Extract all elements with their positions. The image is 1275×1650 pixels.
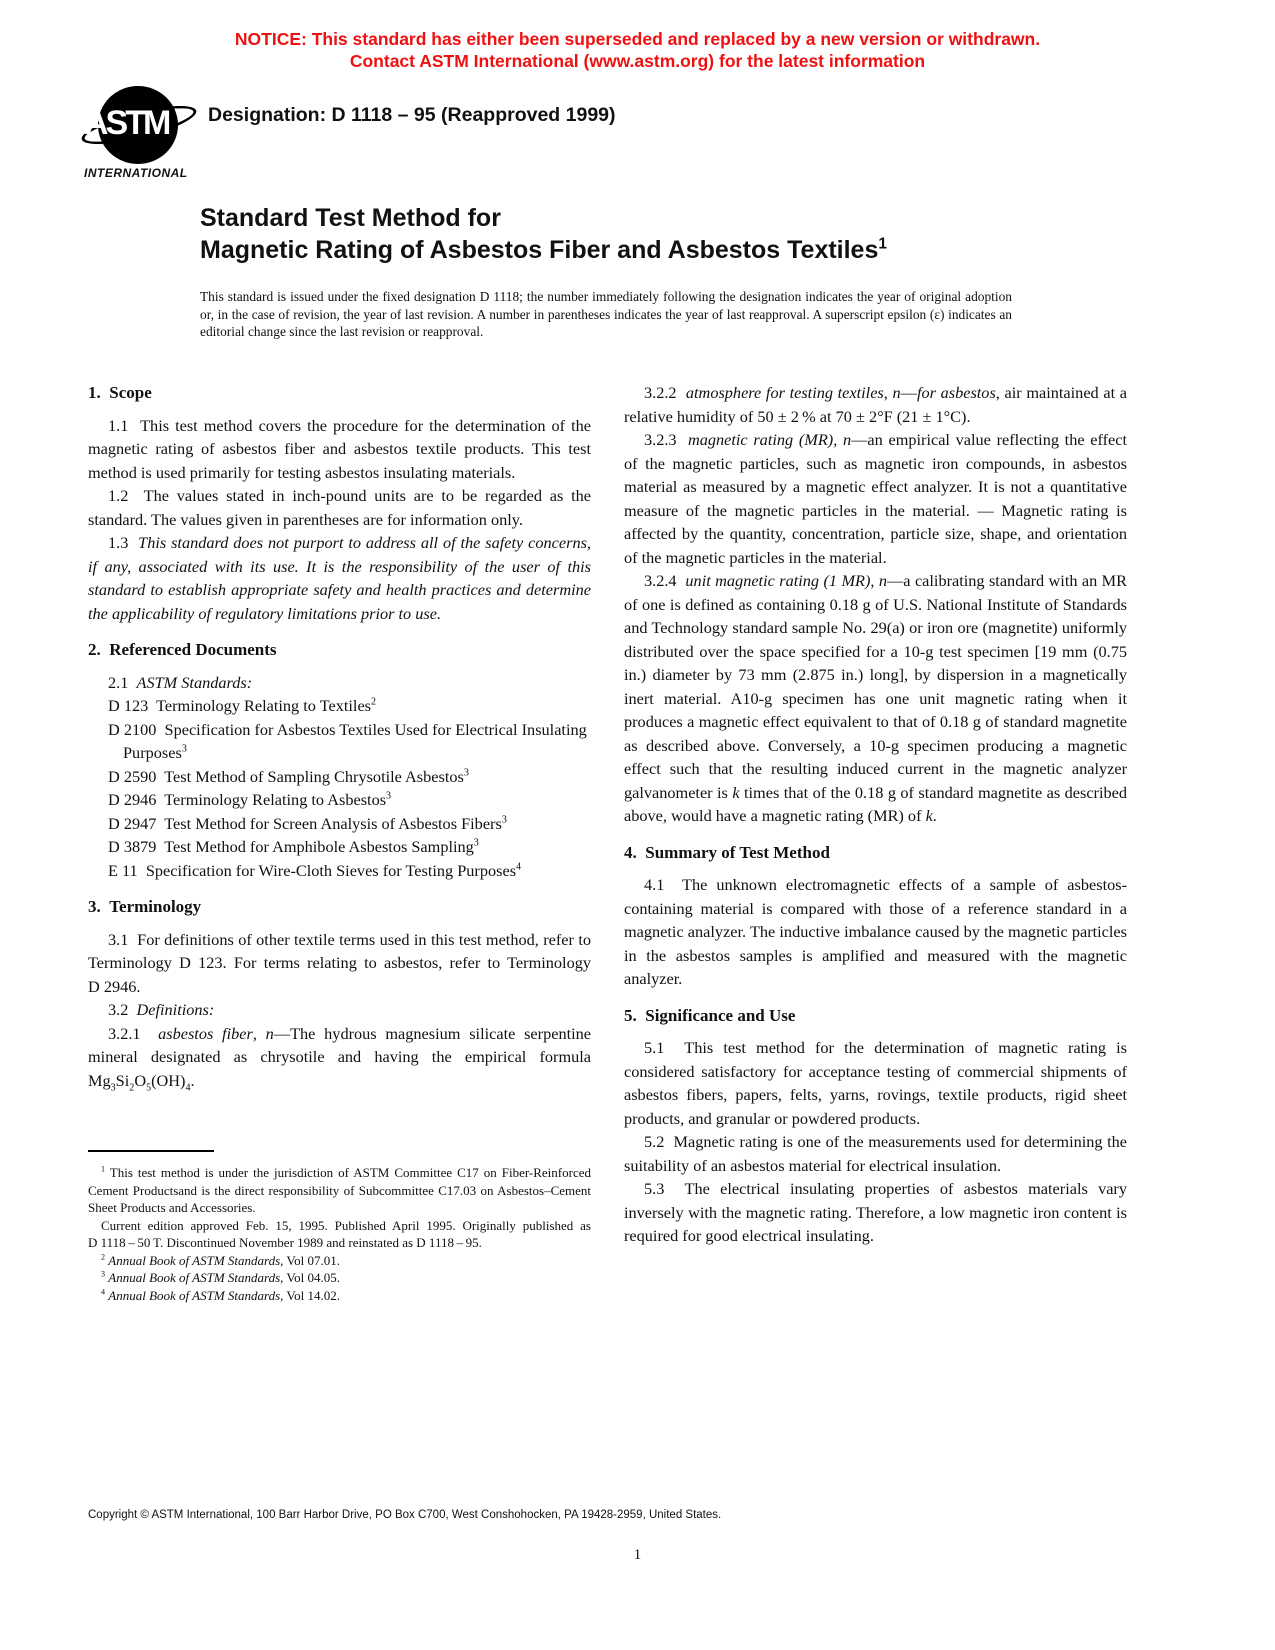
paragraph-3-2: 3.2 Definitions: (108, 1000, 215, 1019)
withdrawal-notice-line1: NOTICE: This standard has either been superseded and replaced by a new version or withdrawn. (234, 29, 1041, 49)
document-title-line2 (200, 234, 1100, 266)
issuance-paragraph: This standard is issued under the fixed designation D 1118; the number immediately following the designation indicates the year of original adoption or, in the case of revision, the year of last revision. A number in parentheses indicates the year of last reapproval. A superscript epsilon (ε) indicates an editorial change since the last revision or reapproval. (200, 289, 1012, 339)
paragraph-3-2-3: 3.2.3 magnetic rating (MR), n—an empirical value reflecting the effect of the magnetic particles, such as magnetic iron compounds, in asbestos material as measured by a magnetic effect analyzer. It is not a quantitative measure of the magnetic particles in the material. — Magnetic rating is affected by the quantity, concentration, particle size, shape, and orientation of the magnetic particles in the material. (624, 430, 1128, 567)
footnote-1-continued: Current edition approved Feb. 15, 1995. Published April 1995. Originally published as D 1118 – 50 T. Discontinued November 1989 and reinstated as D 1118 – 95. (88, 1217, 591, 1250)
reference-item-d2947: D 2947 Test Method for Screen Analysis of Asbestos Fibers$^3$ (108, 813, 507, 833)
footnote-separator-rule (88, 1150, 214, 1152)
footnote-2: $^2$ Annual Book of ASTM Standards, Vol 07.01. (101, 1252, 341, 1268)
footnote-4: $^4$ Annual Book of ASTM Standards, Vol 14.02. (101, 1287, 341, 1303)
astm-logo-international: INTERNATIONAL (84, 166, 188, 180)
copyright-line: Copyright © ASTM International, 100 Barr Harbor Drive, PO Box C700, West Conshohocken, PA 19428-2959, United States. (88, 1509, 722, 1521)
paragraph-4-1: 4.1 The unknown electromagnetic effects of a sample of asbestos-containing material is compared with those of a reference standard in a magnetic analyzer. The inductive imbalance caused by the magnetic particles in the asbestos samples is amplified and measured with the magnetic analyzer. (624, 875, 1127, 988)
reference-item-d2590: D 2590 Test Method of Sampling Chrysotile Asbestos$^3$ (108, 766, 469, 786)
section-heading-scope: 1. Scope (88, 383, 152, 402)
paragraph-1-1: 1.1 This test method covers the procedure for the determination of the magnetic rating of asbestos fiber and asbestos textile products. This test method is used primarily for testing asbestos insulating materials. (88, 415, 591, 482)
section-heading-summary: 4. Summary of Test Method (624, 842, 830, 862)
paragraph-1-2: 1.2 The values stated in inch-pound units are to be regarded as the standard. The values given in parentheses are for information only. (88, 486, 591, 529)
paragraph-3-1: 3.1 For definitions of other textile terms used in this test method, refer to Terminology D 123. For terms relating to asbestos, refer to Terminology D 2946. (88, 929, 591, 996)
footnote-3: $^3$ Annual Book of ASTM Standards, Vol 04.05. (101, 1269, 341, 1285)
section-heading-referenced-documents: 2. Referenced Documents (88, 640, 277, 659)
paragraph-5-3: 5.3 The electrical insulating properties of asbestos materials vary inversely with the magnetic rating. Therefore, a low magnetic iron content is required for good electrical insulating. (624, 1179, 1127, 1245)
right-column (624, 381, 1127, 1248)
paragraph-3-2-2: 3.2.2 atmosphere for testing textiles, n—for asbestos, air maintained at a relative humidity of 50 ± 2 % at 70 ± 2°F (21 ± 1°C). (624, 383, 1127, 426)
page-number: 1 (633, 1547, 642, 1563)
paragraph-1-3: 1.3 This standard does not purport to address all of the safety concerns, if any, associated with its use. It is the responsibility of the user of this standard to establish appropriate safety and health practices and determine the applicability of regulatory limitations prior to use. (88, 533, 591, 623)
title-footnote-ref: 1 (878, 235, 887, 253)
reference-item-d2946: D 2946 Terminology Relating to Asbestos$^3$ (108, 790, 392, 809)
footnotes-block (88, 1150, 591, 1304)
designation-line: Designation: D 1118 – 95 (Reapproved 1999) (208, 104, 616, 126)
left-column (88, 381, 591, 1304)
reference-item-d123: D 123 Terminology Relating to Textiles$^2$ (108, 696, 377, 715)
astm-logo (84, 84, 209, 184)
paragraph-5-1: 5.1 This test method for the determination of magnetic rating is considered satisfactory for acceptance testing of commercial shipments of asbestos fibers, papers, felts, yarns, rovings, textile products, rigid sheet products, and granular or powdered products. (624, 1038, 1127, 1128)
document-title-line1: Standard Test Method for (200, 204, 501, 232)
paragraph-3-2-1: 3.2.1 asbestos fiber, n—The hydrous magnesium silicate serpentine mineral designated as chrysotile and having the empirical formula $Mg_3Si_2O_5(OH)_4$. (88, 1023, 591, 1093)
section-heading-significance: 5. Significance and Use (624, 1005, 796, 1025)
footnote-1: $^1$ This test method is under the jurisdiction of ASTM Committee C17 on Fiber-Reinforced Cement Productsand is the direct responsibility of Subcommittee C17.03 on Asbestos–Cement Sheet Products and Accessories. (88, 1164, 591, 1215)
paragraph-2-1: 2.1 ASTM Standards: (108, 672, 253, 692)
document-title (200, 202, 1100, 266)
section-heading-terminology: 3. Terminology (88, 897, 202, 916)
paragraph-5-2: 5.2 Magnetic rating is one of the measurements used for determining the suitability of an asbestos material for electrical insulation. (624, 1132, 1127, 1175)
withdrawal-notice (0, 28, 1275, 72)
reference-item-e11: E 11 Specification for Wire-Cloth Sieves for Testing Purposes$^4$ (108, 860, 522, 880)
astm-logo-text: ASTM (84, 104, 169, 142)
document-title-line2-text: Magnetic Rating of Asbestos Fiber and Asbestos Textiles (200, 236, 879, 264)
reference-item-d3879: D 3879 Test Method for Amphibole Asbestos Sampling$^3$ (108, 837, 479, 856)
withdrawal-notice-line2: Contact ASTM International (www.astm.org) for the latest information (349, 51, 926, 71)
reference-item-d2100: D 2100 Specification for Asbestos Textiles Used for Electrical Insulating Purposes$^3$ (108, 719, 587, 762)
paragraph-3-2-4: 3.2.4 unit magnetic rating (1 MR), n—a calibrating standard with an MR of one is defined as containing 0.18 g of U.S. National Institute of Standards and Technology standard sample No. 29(a) or iron ore (magnetite) uniformly distributed over the space specified for a 10-g test specimen [19 mm (0.75 in.) diameter by 73 mm (2.875 in.) long], by dispersion in a magnetically inert material. A10-g specimen has one unit magnetic rating when it produces a magnetic effect equivalent to that of 0.18 g of standard magnetite as described above. Conversely, a 10-g specimen producing a magnetic effect such that the resulting induced current in the magnetic analyzer galvanometer is k times that of the 0.18 g of standard magnetite as described above, would have a magnetic rating (MR) of k. (624, 571, 1128, 825)
